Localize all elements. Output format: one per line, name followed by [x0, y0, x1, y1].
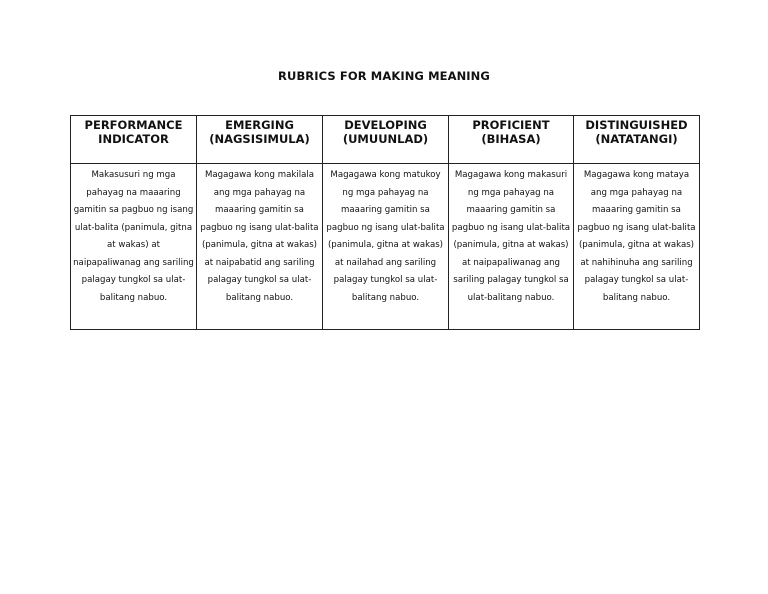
document-title: RUBRICS FOR MAKING MEANING — [278, 69, 490, 83]
header-line: (UMUUNLAD) — [342, 132, 429, 146]
cell-developing: Magagawa kong matukoy ng mga pahayag na maaaring gamitin sa pagbuo ng isang ulat-balita (panimula, gitna at wakas) at nailahad ang sariling palagay tungkol sa ulat-balitang nabuo. — [323, 164, 449, 330]
cell-proficient: Magagawa kong makasuri ng mga pahayag na maaaring gamitin sa pagbuo ng isang ulat-balita (panimula, gitna at wakas) at naipapaliwanag ang sariling palagay tungkol sa ulat-balitang nabuo. — [449, 164, 574, 330]
header-proficient — [449, 116, 574, 164]
header-distinguished — [574, 116, 700, 164]
header-line: DEVELOPING — [344, 118, 427, 132]
header-row — [71, 116, 700, 164]
header-line: (NAGSISIMULA) — [209, 132, 310, 146]
header-line: (BIHASA) — [481, 132, 541, 146]
header-line: PERFORMANCE — [84, 118, 183, 132]
header-performance-indicator — [71, 116, 197, 164]
header-line: INDICATOR — [98, 132, 169, 146]
header-line: EMERGING — [225, 118, 294, 132]
cell-emerging: Magagawa kong makilala ang mga pahayag na maaaring gamitin sa pagbuo ng isang ulat-balita (panimula, gitna at wakas) at naipabatid ang sariling palagay tungkol sa ulat-balitang nabuo. — [197, 164, 323, 330]
header-emerging — [197, 116, 323, 164]
rubric-table — [70, 115, 700, 330]
header-developing — [323, 116, 449, 164]
table-row — [71, 164, 700, 330]
cell-performance-indicator: Makasusuri ng mga pahayag na maaaring gamitin sa pagbuo ng isang ulat-balita (panimula, gitna at wakas) at naipapaliwanag ang sariling palagay tungkol sa ulat-balitang nabuo. — [71, 164, 197, 330]
header-line: (NATATANGI) — [595, 132, 678, 146]
cell-distinguished: Magagawa kong mataya ang mga pahayag na maaaring gamitin sa pagbuo ng isang ulat-balita (panimula, gitna at wakas) at nahihinuha ang sariling palagay tungkol sa ulat-balitang nabuo. — [574, 164, 700, 330]
header-line: PROFICIENT — [472, 118, 550, 132]
header-line: DISTINGUISHED — [585, 118, 688, 132]
